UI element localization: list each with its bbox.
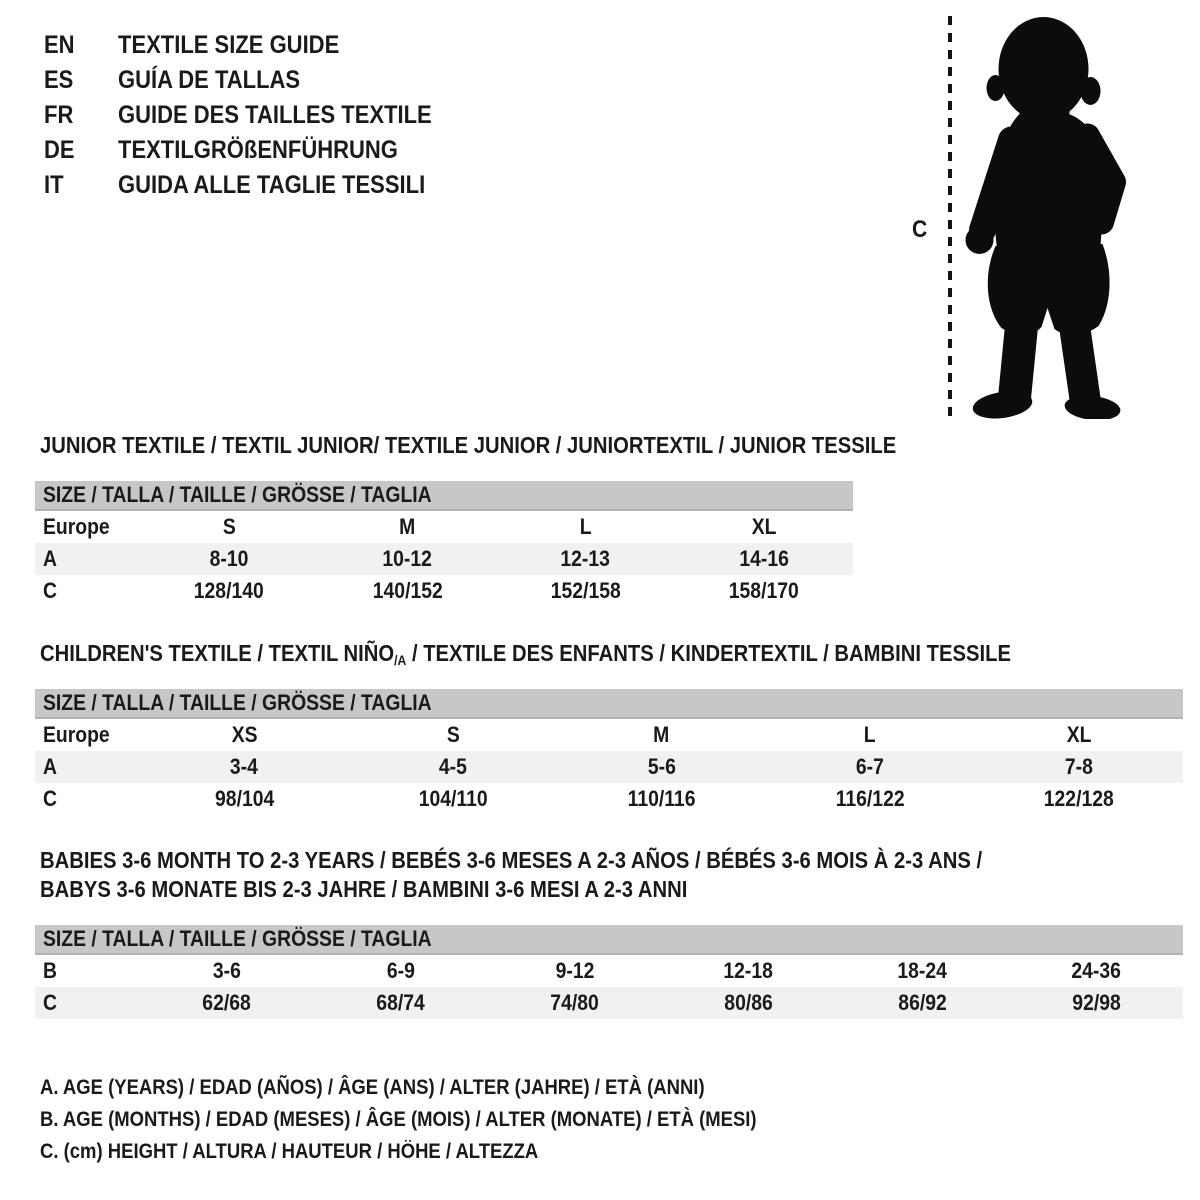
table-cell xyxy=(140,990,314,1016)
row-label-text: C xyxy=(43,786,57,811)
table-cell xyxy=(314,990,488,1016)
table-cell-text: L xyxy=(864,722,876,747)
row-label xyxy=(35,990,140,1016)
table-title-text xyxy=(40,639,1011,671)
table-title-text xyxy=(40,846,982,875)
table-cell xyxy=(140,578,318,604)
table-cell-text: S xyxy=(222,514,236,539)
legend-line-c-text: C. (cm) HEIGHT / ALTURA / HAUTEUR / HÖHE / ALTEZZA xyxy=(40,1140,539,1163)
table-cell xyxy=(140,958,314,984)
legend-line-a xyxy=(40,1072,854,1104)
table-cell-text: XS xyxy=(231,722,258,747)
table-cell-text: S xyxy=(446,722,460,747)
table-cell xyxy=(766,722,975,748)
table-cell xyxy=(557,754,766,780)
row-label-text: A xyxy=(43,754,57,779)
legend-line-c xyxy=(40,1136,854,1168)
row-label xyxy=(35,786,140,812)
babies-table-title xyxy=(40,846,1111,904)
babies-size-table xyxy=(35,925,1183,1019)
size-header-text: SIZE / TALLA / TAILLE / GRÖSSE / TAGLIA xyxy=(43,690,432,715)
table-cell-text: 3-4 xyxy=(230,754,259,779)
table-cell-text: XL xyxy=(1066,722,1092,747)
table-cell xyxy=(497,546,675,572)
table-cell xyxy=(140,786,349,812)
table-cell-text: 128/140 xyxy=(194,578,265,603)
table-cell xyxy=(140,546,318,572)
legend-line-b-text: B. AGE (MONTHS) / EDAD (MESES) / ÂGE (MOIS) / ALTER (MONATE) / ETÀ (MESI) xyxy=(40,1108,757,1131)
language-row-fr xyxy=(44,98,475,133)
table-cell xyxy=(318,546,496,572)
table-cell xyxy=(318,578,496,604)
size-header-text: SIZE / TALLA / TAILLE / GRÖSSE / TAGLIA xyxy=(43,926,432,951)
children-size-table xyxy=(35,689,1183,815)
table-cell-text: 18-24 xyxy=(897,958,947,983)
row-label xyxy=(35,958,140,984)
table-cell xyxy=(140,754,349,780)
toddler-silhouette-shapes xyxy=(966,17,1122,419)
table-cell-text: 98/104 xyxy=(214,786,274,811)
language-code-text: ES xyxy=(44,66,74,94)
table-cell-text: 8-10 xyxy=(209,546,249,571)
table-cell-text: 12-18 xyxy=(723,958,774,983)
table-cell xyxy=(835,990,1009,1016)
language-label xyxy=(118,171,467,200)
table-title-line xyxy=(40,875,1111,904)
row-label-text: B xyxy=(43,958,57,983)
size-header-bar xyxy=(35,689,1183,719)
language-label xyxy=(118,31,369,60)
row-label-text: C xyxy=(43,990,57,1015)
table-cell-text: 62/68 xyxy=(202,990,252,1015)
row-label-text: A xyxy=(43,546,57,571)
table-title-text xyxy=(40,431,896,460)
table-row xyxy=(35,511,853,543)
table-cell-text: M xyxy=(399,514,416,539)
table-cell-text: 68/74 xyxy=(376,990,425,1015)
language-code xyxy=(44,31,118,60)
table-cell xyxy=(488,990,662,1016)
language-row-de xyxy=(44,133,475,168)
table-cell-text: 6-7 xyxy=(856,754,885,779)
language-label-text: TEXTILE SIZE GUIDE xyxy=(118,31,340,59)
table-cell xyxy=(497,514,675,540)
table-cell xyxy=(1009,958,1183,984)
table-cell-text: 5-6 xyxy=(647,754,676,779)
table-title-segment: / TEXTILE DES ENFANTS / KINDERTEXTIL / BAMBINI TESSILE xyxy=(406,640,1011,666)
language-code xyxy=(44,171,118,200)
table-cell-text: 80/86 xyxy=(724,990,773,1015)
table-row xyxy=(35,987,1183,1019)
table-cell xyxy=(661,958,835,984)
table-cell-text: 152/158 xyxy=(550,578,621,603)
table-cell xyxy=(557,722,766,748)
table-cell xyxy=(835,958,1009,984)
table-cell xyxy=(314,958,488,984)
table-cell-text: M xyxy=(653,722,670,747)
table-title-segment: JUNIOR TEXTILE / TEXTIL JUNIOR/ TEXTILE JUNIOR / JUNIORTEXTIL / JUNIOR TESSILE xyxy=(40,432,897,458)
measurement-legend xyxy=(40,1072,854,1168)
table-cell-text: 104/110 xyxy=(418,786,488,811)
table-cell-text: 24-36 xyxy=(1071,958,1121,983)
row-label-text: Europe xyxy=(43,514,110,539)
language-code xyxy=(44,66,118,95)
table-cell xyxy=(140,722,349,748)
language-label-text: GUIDA ALLE TAGLIE TESSILI xyxy=(118,171,426,199)
table-row xyxy=(35,719,1183,751)
language-code-text: DE xyxy=(44,136,75,164)
table-title-line xyxy=(40,639,1143,668)
table-row xyxy=(35,543,853,575)
table-cell xyxy=(349,754,558,780)
table-cell-text: 14-16 xyxy=(739,546,789,571)
table-title-segment: BABYS 3-6 MONATE BIS 2-3 JAHRE / BAMBINI 3-6 MESI A 2-3 ANNI xyxy=(40,876,688,902)
size-header-bar xyxy=(35,925,1183,955)
children-table-title xyxy=(40,639,1143,668)
table-cell-text: 9-12 xyxy=(555,958,594,983)
table-title-text xyxy=(40,875,687,904)
table-cell xyxy=(974,786,1183,812)
row-label xyxy=(35,546,140,572)
table-cell-text: 12-13 xyxy=(560,546,611,571)
table-cell-text: 86/92 xyxy=(897,990,947,1015)
table-cell xyxy=(661,990,835,1016)
row-label xyxy=(35,722,140,748)
table-cell xyxy=(557,786,766,812)
size-header-bar xyxy=(35,481,853,511)
table-cell-text: 3-6 xyxy=(212,958,241,983)
table-row xyxy=(35,751,1183,783)
language-row-en xyxy=(44,28,475,63)
height-measure-label-text: C xyxy=(912,216,928,243)
toddler-silhouette xyxy=(960,14,1138,419)
size-header-text: SIZE / TALLA / TAILLE / GRÖSSE / TAGLIA xyxy=(43,482,432,507)
table-title-segment: CHILDREN'S TEXTILE / TEXTIL NIÑO xyxy=(40,640,395,666)
row-label-text: C xyxy=(43,578,57,603)
language-code-text: EN xyxy=(44,31,75,59)
table-cell xyxy=(1009,990,1183,1016)
language-label-text: TEXTILGRÖßENFÜHRUNG xyxy=(118,136,398,164)
table-row xyxy=(35,575,853,607)
junior-size-table xyxy=(35,481,853,607)
table-cell xyxy=(497,578,675,604)
legend-line-b xyxy=(40,1104,854,1136)
table-cell-text: 6-9 xyxy=(386,958,415,983)
table-cell-text: 4-5 xyxy=(438,754,467,779)
legend-line-a-text: A. AGE (YEARS) / EDAD (AÑOS) / ÂGE (ANS) / ALTER (JAHRE) / ETÀ (ANNI) xyxy=(40,1076,705,1099)
table-cell xyxy=(318,514,496,540)
table-cell-text: 7-8 xyxy=(1064,754,1093,779)
height-dashed-line xyxy=(948,16,952,416)
language-code xyxy=(44,136,118,165)
table-cell-text: 110/116 xyxy=(627,786,696,811)
language-label xyxy=(118,66,325,95)
table-row xyxy=(35,783,1183,815)
table-cell xyxy=(349,786,558,812)
table-cell-text: 122/128 xyxy=(1043,786,1114,811)
language-code-text: FR xyxy=(44,101,74,129)
table-cell xyxy=(675,578,853,604)
table-cell-text: 10-12 xyxy=(382,546,433,571)
table-title-segment: /A xyxy=(394,653,407,668)
language-label xyxy=(118,136,436,165)
table-title-line xyxy=(40,431,1013,460)
table-cell xyxy=(766,754,975,780)
table-cell-text: 116/122 xyxy=(835,786,905,811)
language-code xyxy=(44,101,118,130)
table-cell xyxy=(488,958,662,984)
row-label-text: Europe xyxy=(43,722,110,747)
row-label xyxy=(35,514,140,540)
table-cell-text: L xyxy=(579,514,592,539)
table-cell xyxy=(140,514,318,540)
language-label xyxy=(118,101,475,130)
row-label xyxy=(35,578,140,604)
table-cell xyxy=(766,786,975,812)
table-row xyxy=(35,955,1183,987)
language-code-text: IT xyxy=(44,171,64,199)
table-cell xyxy=(675,546,853,572)
table-cell xyxy=(349,722,558,748)
table-cell-text: 92/98 xyxy=(1071,990,1121,1015)
table-cell xyxy=(974,754,1183,780)
language-label-text: GUÍA DE TALLAS xyxy=(118,66,301,94)
language-row-it xyxy=(44,168,475,203)
table-cell-text: 140/152 xyxy=(372,578,443,603)
row-label xyxy=(35,754,140,780)
table-cell-text: 158/170 xyxy=(728,578,799,603)
table-cell-text: 74/80 xyxy=(550,990,599,1015)
height-measure-label xyxy=(912,216,929,244)
table-cell xyxy=(974,722,1183,748)
language-list xyxy=(44,28,475,203)
language-row-es xyxy=(44,63,475,98)
table-title-line xyxy=(40,846,1111,875)
language-label-text: GUIDE DES TAILLES TEXTILE xyxy=(118,101,432,129)
table-cell xyxy=(675,514,853,540)
junior-table-title xyxy=(40,431,1013,460)
table-title-segment: BABIES 3-6 MONTH TO 2-3 YEARS / BEBÉS 3-6 MESES A 2-3 AÑOS / BÉBÉS 3-6 MOIS À 2-3 ANS / xyxy=(40,847,983,873)
table-cell-text: XL xyxy=(751,514,777,539)
